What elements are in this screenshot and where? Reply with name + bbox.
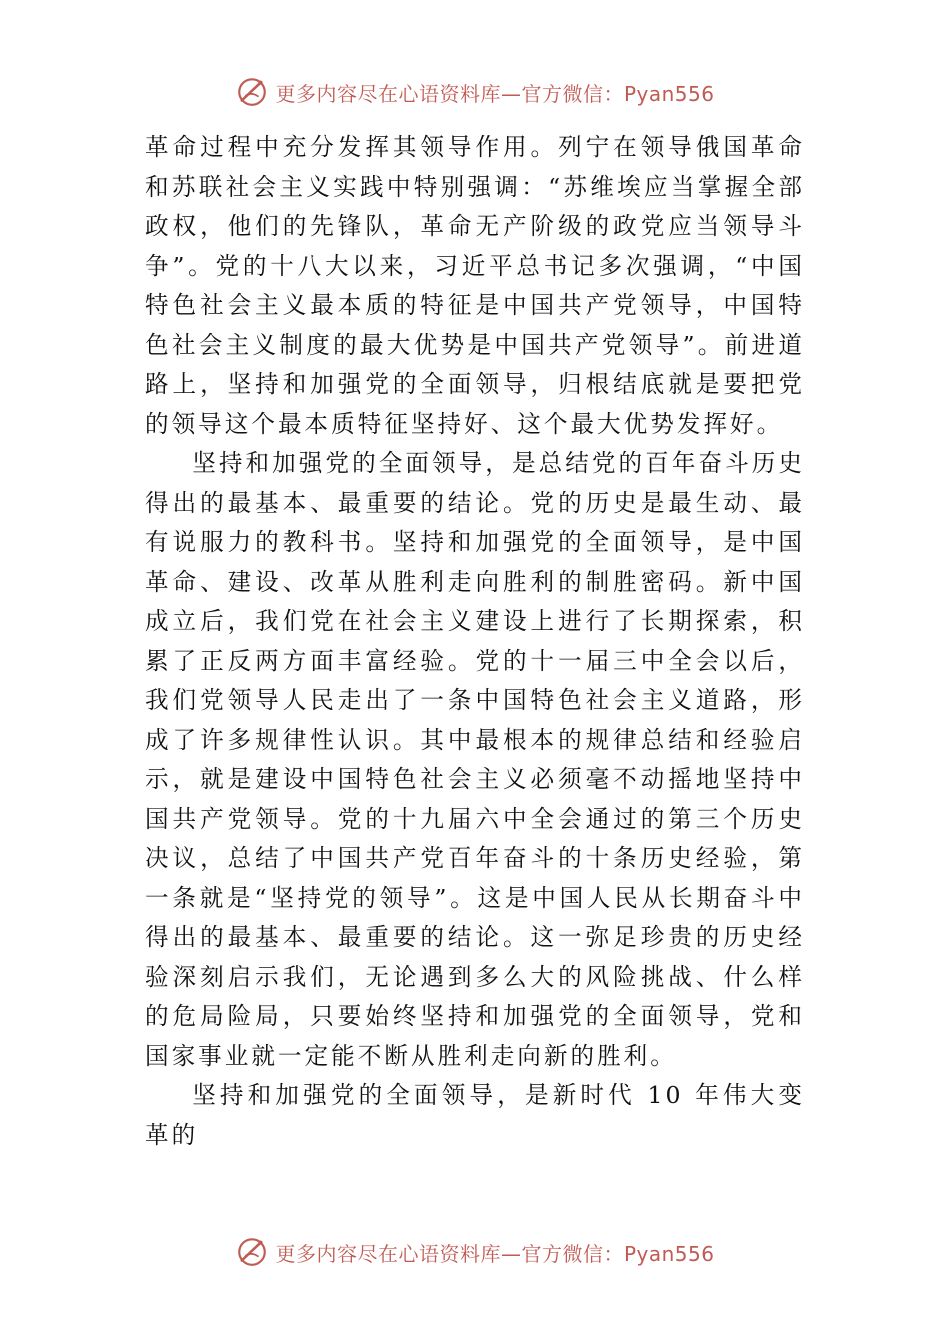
header-banner — [0, 72, 950, 112]
brush-circle-logo-icon — [235, 1235, 269, 1269]
footer-banner-text: 更多内容尽在心语资料库—官方微信：Pyan556 — [275, 1241, 715, 1266]
document-body — [145, 128, 805, 1155]
brush-circle-logo-icon — [235, 75, 269, 109]
header-banner-text: 更多内容尽在心语资料库—官方微信：Pyan556 — [275, 81, 715, 106]
footer-banner — [0, 1232, 950, 1272]
paragraph-3: 坚持和加强党的全面领导，是新时代 10 年伟大变革的 — [145, 1081, 805, 1149]
paragraph-1: 革命过程中充分发挥其领导作用。列宁在领导俄国革命和苏联社会主义实践中特别强调：“苏维埃应当掌握全部政权，他们的先锋队，革命无产阶级的政党应当领导斗争”。党的十八大以来，习近平总书记多次强调，“中国特色社会主义最本质的特征是中国共产党领导，中国特色社会主义制度的最大优势是中国共产党领导”。前进道路上，坚持和加强党的全面领导，归根结底就是要把党的领导这个最本质特征坚持好、这个最大优势发挥好。 — [145, 133, 805, 438]
paragraph-2: 坚持和加强党的全面领导，是总结党的百年奋斗历史得出的最基本、最重要的结论。党的历史是最生动、最有说服力的教科书。坚持和加强党的全面领导，是中国革命、建设、改革从胜利走向胜利的制胜密码。新中国成立后，我们党在社会主义建设上进行了长期探索，积累了正反两方面丰富经验。党的十一届三中全会以后，我们党领导人民走出了一条中国特色社会主义道路，形成了许多规律性认识。其中最根本的规律总结和经验启示，就是建设中国特色社会主义必须毫不动摇地坚持中国共产党领导。党的十九届六中全会通过的第三个历史决议，总结了中国共产党百年奋斗的十条历史经验，第一条就是“坚持党的领导”。这是中国人民从长期奋斗中得出的最基本、最重要的结论。这一弥足珍贵的历史经验深刻启示我们，无论遇到多么大的风险挑战、什么样的危局险局，只要始终坚持和加强党的全面领导，党和国家事业就一定能不断从胜利走向新的胜利。 — [145, 449, 805, 1070]
